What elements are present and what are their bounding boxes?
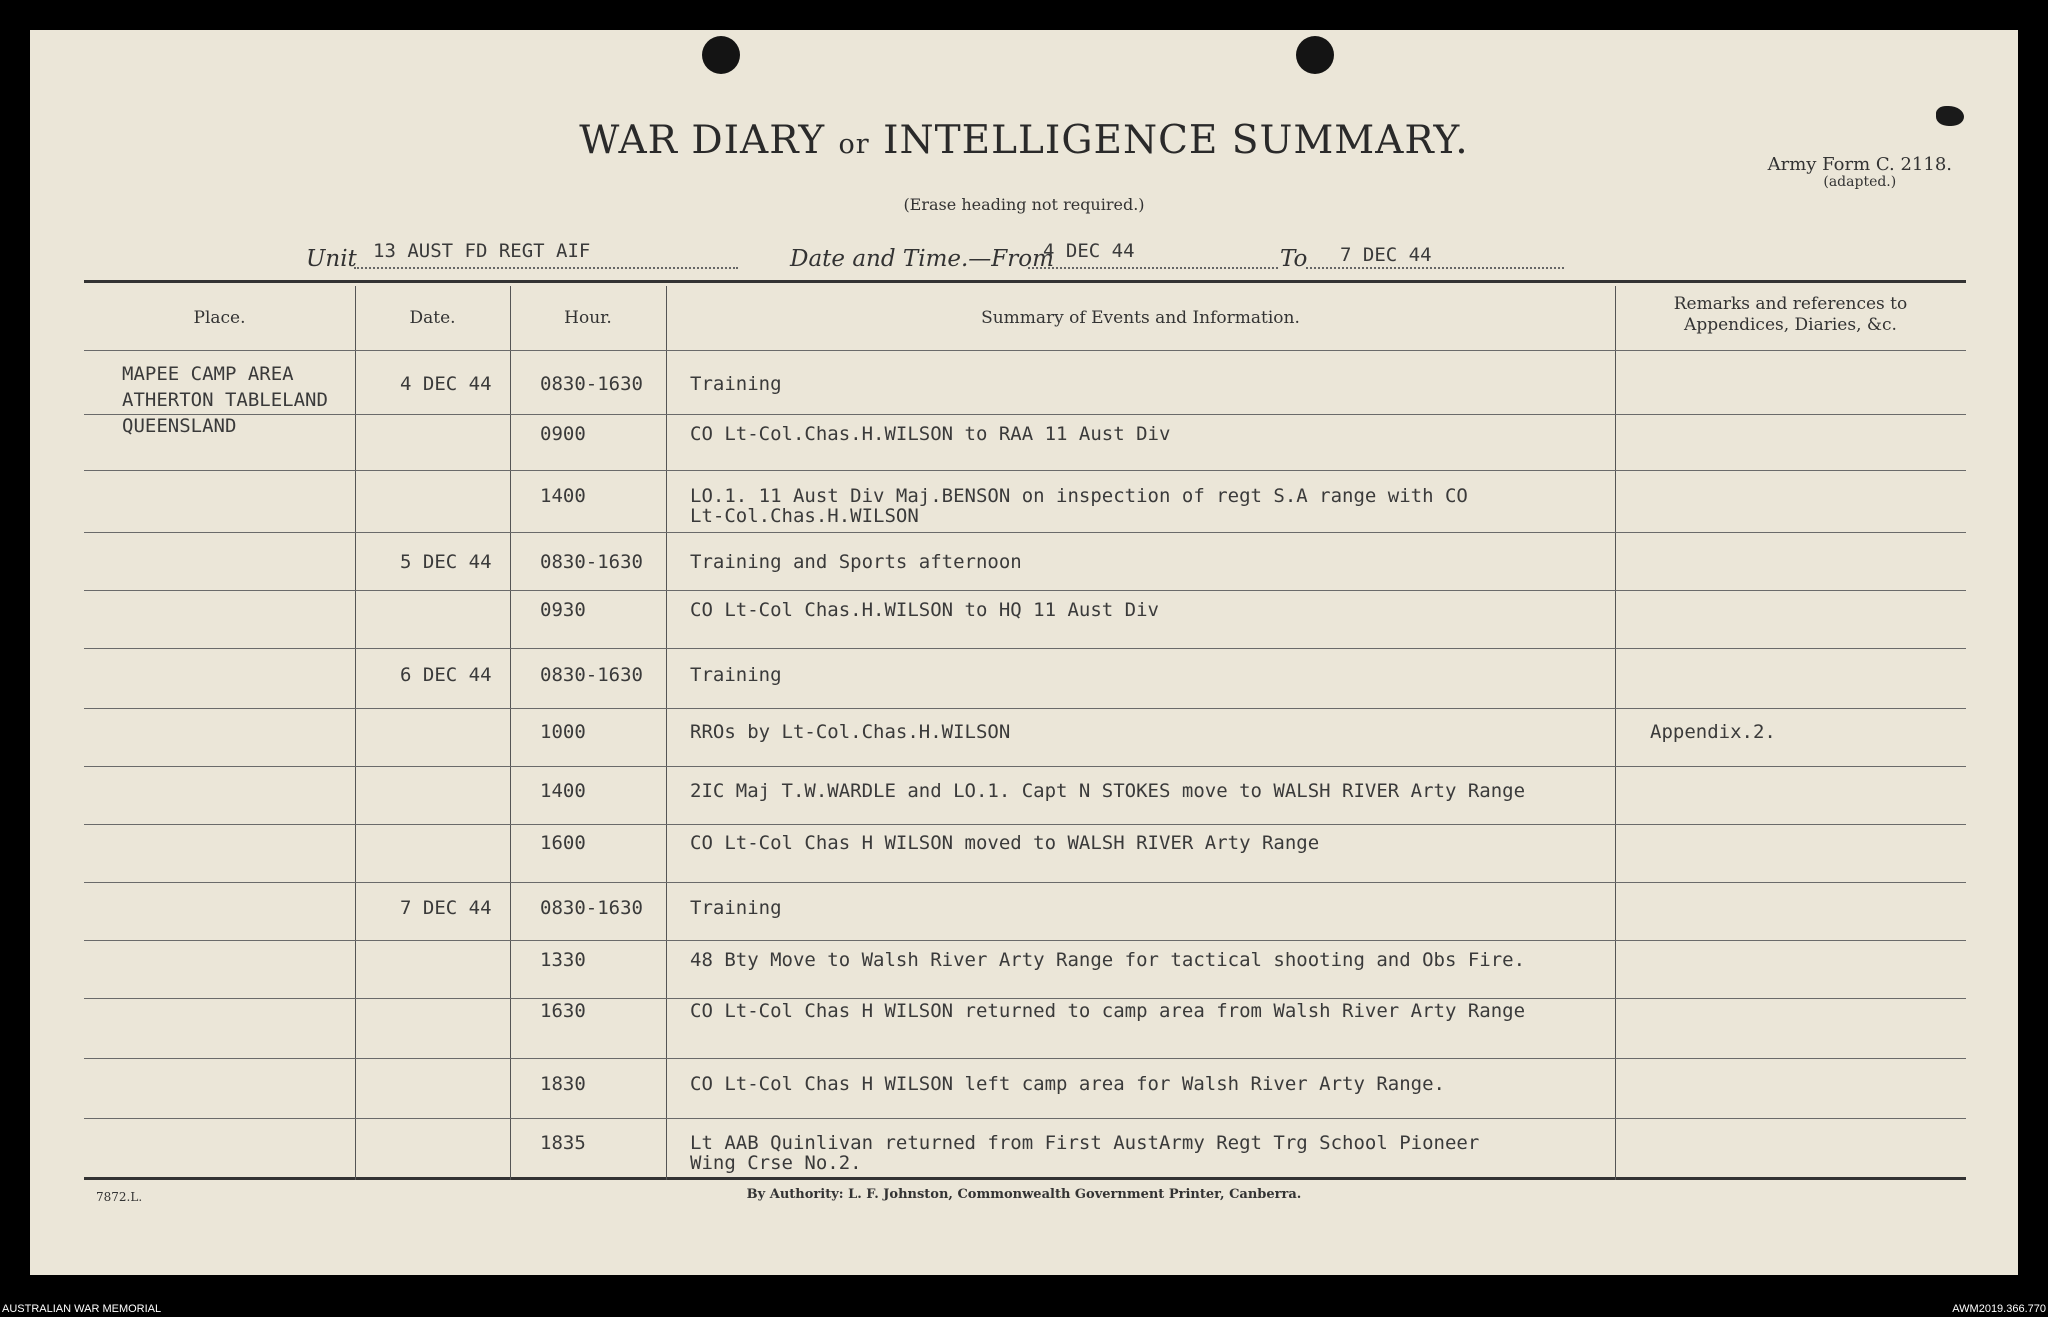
date-from-line [1028,265,1278,269]
date-to-value: 7 DEC 44 [1340,244,1432,266]
entry-hour: 1835 [540,1132,586,1154]
unit-label: Unit [306,246,357,272]
row-rule [84,590,1966,591]
entry-hour: 0930 [540,599,586,621]
entry-remarks: Appendix.2. [1650,721,1776,743]
col-head-place: Place. [193,308,246,328]
col-head-summary: Summary of Events and Information. [981,308,1300,328]
entry-date: 5 DEC 44 [400,551,492,573]
entry-summary: 48 Bty Move to Walsh River Arty Range for tactical shooting and Obs Fire. [690,949,1526,971]
place-line: MAPEE CAMP AREA [122,363,294,385]
archive-caption: AUSTRALIAN WAR MEMORIAL [2,1303,162,1315]
place-line: ATHERTON TABLELAND [122,389,328,411]
entry-hour: 1000 [540,721,586,743]
column-divider [510,286,511,1180]
printer-authority: By Authority: L. F. Johnston, Commonwealth Government Printer, Canberra. [746,1187,1302,1202]
entry-hour: 0830-1630 [540,373,643,395]
entry-hour: 0900 [540,423,586,445]
place-line: QUEENSLAND [122,415,237,437]
date-from-label: Date and Time.—From [790,246,1054,272]
entry-hour: 1830 [540,1073,586,1095]
form-subtitle: (Erase heading not required.) [903,195,1145,214]
table-top-rule [84,280,1966,283]
entry-summary: Training [690,373,782,395]
row-rule [84,882,1966,883]
entry-summary: Training [690,897,782,919]
row-rule [84,998,1966,999]
entry-summary: Lt AAB Quinlivan returned from First AustArmy Regt Trg School Pioneer [690,1132,1480,1154]
form-print-number: 7872.L. [96,1190,143,1204]
entry-summary: CO Lt-Col Chas.H.WILSON to HQ 11 Aust Div [690,599,1159,621]
row-rule [84,648,1966,649]
archive-reference: AWM2019.366.770 [1952,1303,2046,1315]
column-divider [355,286,356,1180]
row-rule [84,766,1966,767]
row-rule [84,470,1966,471]
entry-date: 6 DEC 44 [400,664,492,686]
entry-summary: Training [690,664,782,686]
date-from-value: 4 DEC 44 [1043,240,1135,262]
row-rule [84,708,1966,709]
entry-date: 4 DEC 44 [400,373,492,395]
punch-hole-left [702,36,740,74]
entry-summary: LO.1. 11 Aust Div Maj.BENSON on inspection of regt S.A range with CO [690,485,1468,507]
row-rule [84,940,1966,941]
entry-summary-continued: Wing Crse No.2. [690,1152,862,1174]
entry-hour: 0830-1630 [540,664,643,686]
entry-hour: 0830-1630 [540,897,643,919]
entry-hour: 1400 [540,485,586,507]
unit-line [354,265,738,269]
table-bottom-rule [84,1177,1966,1180]
row-rule [84,414,1966,415]
entry-summary-continued: Lt-Col.Chas.H.WILSON [690,505,919,527]
form-title: WAR DIARY or INTELLIGENCE SUMMARY. [579,118,1469,163]
row-rule [84,824,1966,825]
col-head-date: Date. [409,308,456,328]
row-rule [84,1118,1966,1119]
army-form-number: Army Form C. 2118. (adapted.) [1767,154,1952,190]
punch-hole-right [1296,36,1334,74]
entry-date: 7 DEC 44 [400,897,492,919]
entry-hour: 1400 [540,780,586,802]
entry-summary: Training and Sports afternoon [690,551,1022,573]
entry-summary: CO Lt-Col.Chas.H.WILSON to RAA 11 Aust Div [690,423,1171,445]
entry-hour: 1600 [540,832,586,854]
col-head-hour: Hour. [564,308,612,328]
row-rule [84,532,1966,533]
entry-hour: 1630 [540,1000,586,1022]
date-to-label: To [1280,246,1308,272]
entry-summary: CO Lt-Col Chas H WILSON left camp area for Walsh River Arty Range. [690,1073,1445,1095]
entry-summary: CO Lt-Col Chas H WILSON returned to camp area from Walsh River Arty Range [690,1000,1526,1022]
col-head-remarks: Remarks and references to Appendices, Diaries, &c. [1673,294,1908,335]
entry-hour: 0830-1630 [540,551,643,573]
row-rule [84,1058,1966,1059]
entry-hour: 1330 [540,949,586,971]
entry-summary: 2IC Maj T.W.WARDLE and LO.1. Capt N STOKES move to WALSH RIVER Arty Range [690,780,1526,802]
entry-summary: RROs by Lt-Col.Chas.H.WILSON [690,721,1011,743]
header-rule [84,350,1966,351]
entry-summary: CO Lt-Col Chas H WILSON moved to WALSH RIVER Arty Range [690,832,1320,854]
unit-value: 13 AUST FD REGT AIF [373,240,591,262]
column-divider [1615,286,1616,1180]
column-divider [666,286,667,1180]
